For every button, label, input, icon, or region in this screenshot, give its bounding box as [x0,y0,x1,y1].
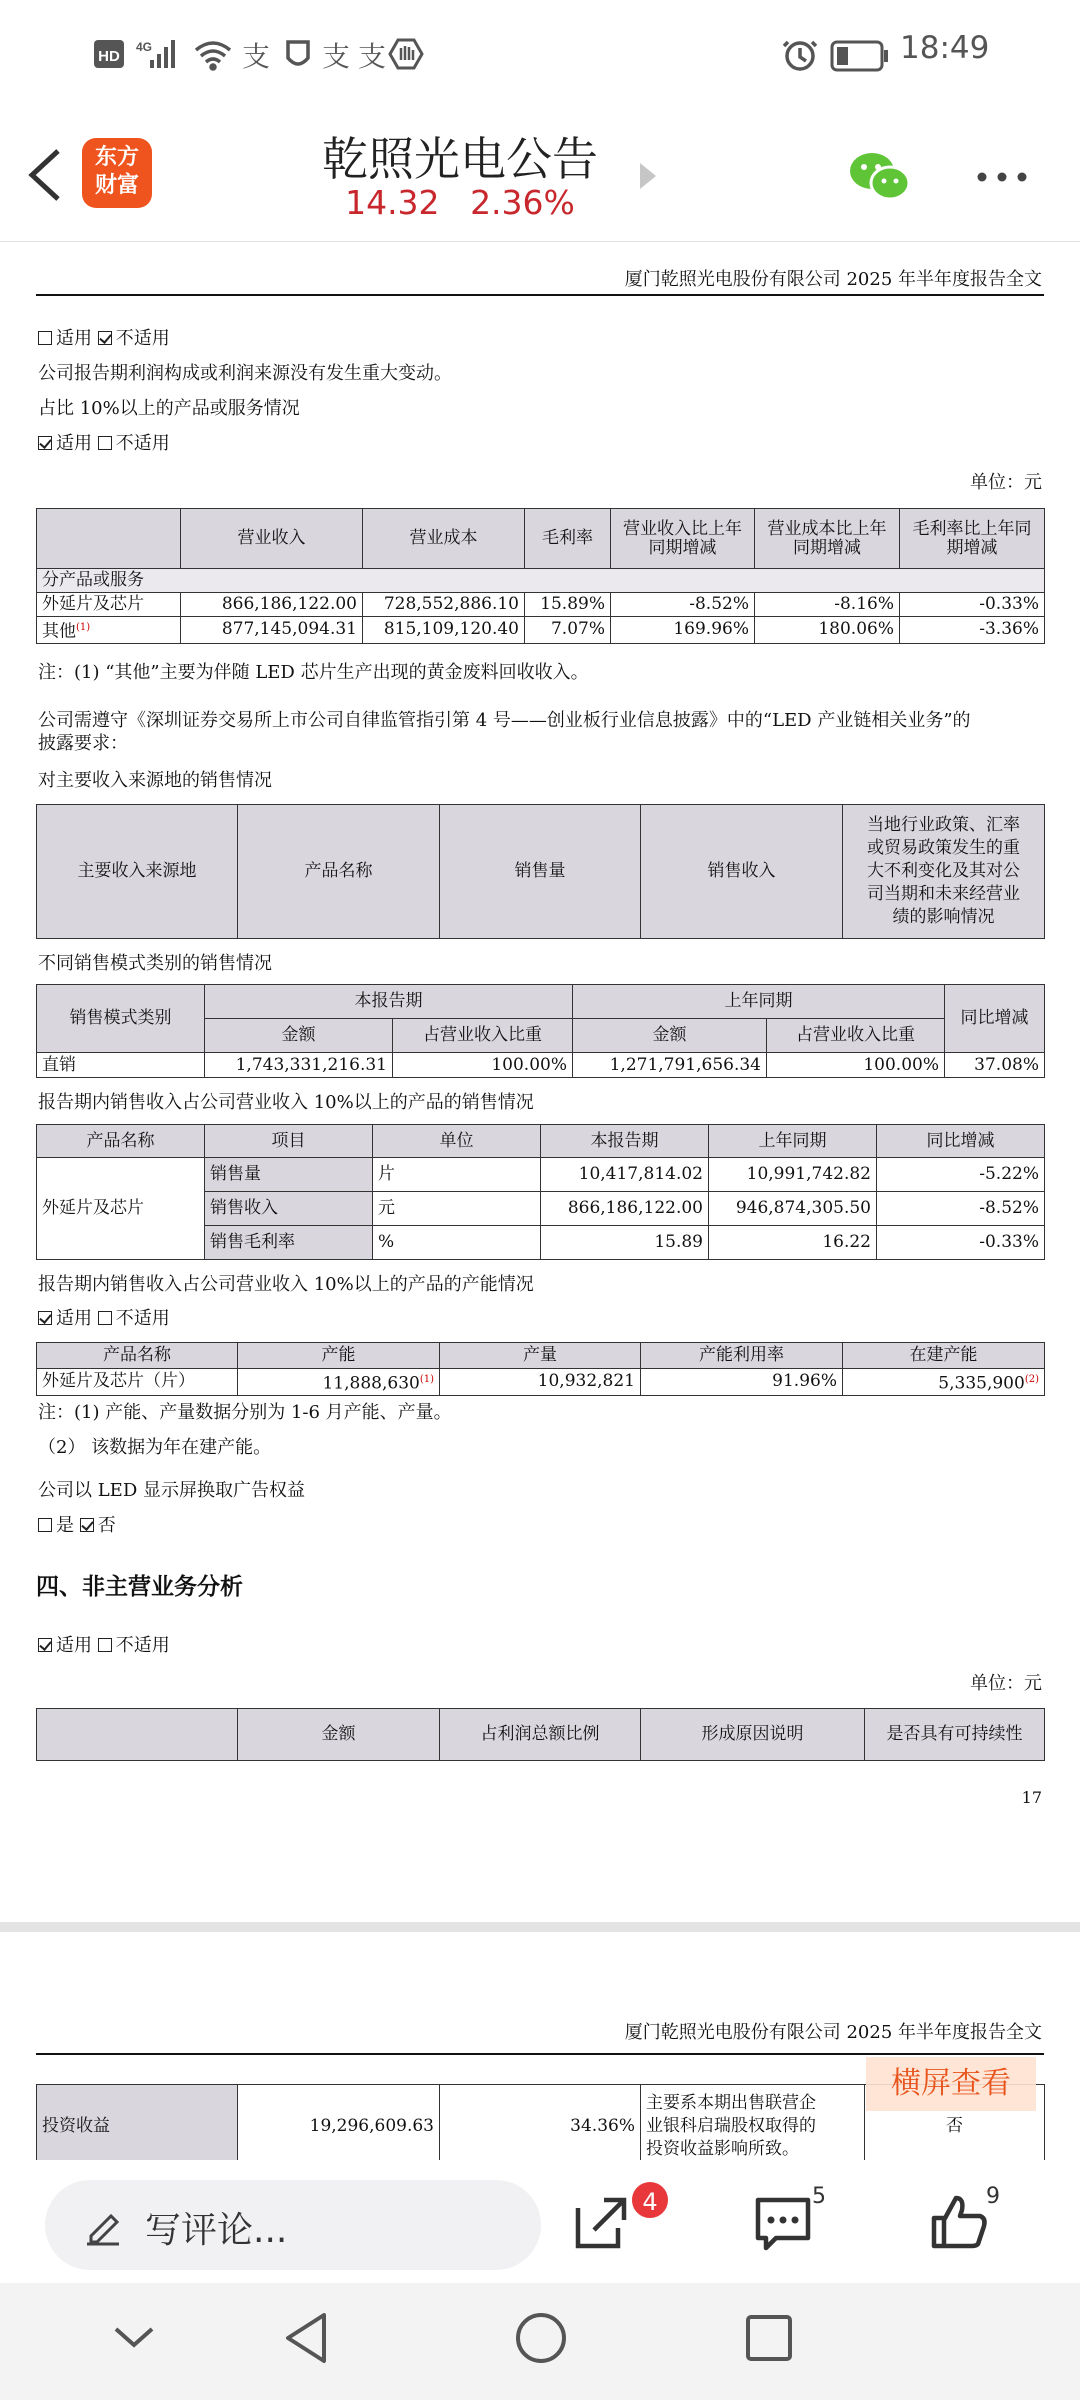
th-product: 产品名称 [238,805,440,939]
running-header-2: 厦门乾照光电股份有限公司 2025 年半年度报告全文 [624,2022,1042,2043]
page-break [0,1922,1080,1932]
table-product-sales [36,1124,1045,1260]
checkbox-row-5: 适用 不适用 [38,1635,170,1657]
th-amount: 金额 [573,1019,767,1053]
stock-price: 14.32 [345,183,440,222]
table-section-label: 分产品或服务 [37,569,1045,593]
note-2b: （2） 该数据为年在建产能。 [38,1437,272,1458]
table-row: 销售毛利率 % 15.89 16.22 -0.33% [37,1226,1045,1260]
4g-signal-icon [136,40,175,68]
clock: 18:49 [900,30,990,66]
th-unit: 单位 [373,1125,541,1158]
checked-checkbox-icon [38,436,52,450]
system-nav-bar [0,2283,1080,2400]
th-product-name: 产品名称 [37,1343,238,1369]
share-badge: 4 [630,2180,670,2220]
hand-icon [390,40,422,68]
table-capacity [36,1342,1045,1396]
battery-icon [832,42,888,70]
like-count: 9 [986,2184,1000,2209]
th-amount: 金额 [238,1709,440,1761]
checked-checkbox-icon [98,331,112,345]
th-yoy: 同比增减 [945,985,1045,1053]
th-output: 产量 [440,1343,641,1369]
checked-checkbox-icon [80,1518,94,1532]
checkbox-icon [98,1311,112,1325]
alipay-icon-3 [358,40,386,73]
paragraph-7: 报告期内销售收入占公司营业收入 10%以上的产品的产能情况 [38,1274,534,1295]
checked-checkbox-icon [38,1638,52,1652]
footnote-mark: (1) [76,622,91,633]
thumbs-up-icon[interactable] [928,2190,992,2254]
th-amount: 金额 [205,1019,393,1053]
eastmoney-logo[interactable] [82,138,152,208]
table-row: 销售收入 元 866,186,122.00 946,874,305.50 -8.52% [37,1192,1045,1226]
checkbox-row-1: 适用 不适用 [38,328,170,350]
back-nav-icon[interactable] [282,2311,332,2365]
logo-line-1: 东方 [94,145,139,170]
th-prior: 上年同期 [709,1125,877,1158]
more-icon[interactable] [974,167,1034,187]
note-1: 注：(1) “其他”主要为伴随 LED 芯片生产出现的黄金废料回收收入。 [38,662,589,683]
header-bar [0,105,1080,242]
th-margin: 毛利率 [525,509,611,569]
back-arrow-icon[interactable] [20,145,68,205]
table-revenue-by-region [36,804,1045,939]
footnote-mark: (1) [419,1374,434,1385]
alipay-icon [242,40,270,73]
table-row: 外延片及芯片（片） 11,888,630$^{(1)}$ 10,932,821 91.96% 5,335,900$^{(2)}$ [37,1369,1045,1396]
status-bar [0,0,1080,105]
table-row: 投资收益 19,296,609.63 34.36% 主要系本期出售联营企 业银科启瑞股权取得的 投资收益影响所致。 否 [37,2085,1045,2169]
svg-text:HD: HD [98,48,120,65]
th-sustainable: 是否具有可持续性 [865,1709,1045,1761]
comment-icon[interactable] [752,2192,816,2256]
comment-input[interactable] [45,2180,541,2270]
hd-icon [94,40,124,68]
comment-count: 5 [812,2184,826,2209]
checkbox-icon [38,1518,52,1532]
th-ratio: 占营业收入比重 [393,1019,573,1053]
checkbox-row-4: 是 否 [38,1515,116,1537]
note-2a: 注：(1) 产能、产量数据分别为 1-6 月产能、产量。 [38,1402,452,1423]
logo-line-2: 财富 [94,173,139,198]
running-header: 厦门乾照光电股份有限公司 2025 年半年度报告全文 [624,269,1042,290]
stock-quote [290,183,630,222]
th-in-construction: 在建产能 [843,1343,1045,1369]
th-revenue-yoy: 营业收入比上年同期增减 [611,509,755,569]
unit-label: 单位：元 [970,1673,1042,1694]
svg-text:支: 支 [242,40,271,73]
alipay-icon-2 [322,40,350,73]
stock-change: 2.36% [470,183,575,222]
checkbox-row-2: 适用 不适用 [38,433,170,455]
checkbox-icon [98,436,112,450]
table-row: 外延片及芯片 866,186,122.00 728,552,886.10 15.89% -8.52% -8.16% -0.33% [37,593,1045,617]
table-row: 直销 1,743,331,216.31 100.00% 1,271,791,656.34 100.00% 37.08% [37,1053,1045,1078]
table-row: 其他$^{(1)}$ 877,145,094.31 815,109,120.40 7.07% 169.96% 180.06% -3.36% [37,617,1045,644]
alarm-icon [784,42,816,69]
status-left-icons [92,36,472,76]
wechat-icon[interactable] [848,149,912,205]
table-sales-mode [36,984,1045,1078]
section-title: 四、非主营业务分析 [36,1573,243,1600]
paragraph-3b: 披露要求： [38,733,128,754]
checkbox-icon [98,1638,112,1652]
checkbox-icon [38,331,52,345]
header-rule [36,294,1044,296]
comment-placeholder: 写评论... [145,2210,288,2251]
paragraph-3a: 公司需遵守《深圳证券交易所上市公司自律监管指引第 4 号——创业板行业信息披露》中的“LED 产业链相关业务”的 [38,710,971,731]
th-current-period: 本报告期 [205,985,573,1019]
svg-text:支: 支 [358,40,387,73]
paragraph-8: 公司以 LED 显示屏换取广告权益 [38,1480,305,1501]
unit-label: 单位：元 [970,472,1042,493]
th-blank [37,509,181,569]
checked-checkbox-icon [38,1311,52,1325]
th-product-name: 产品名称 [37,1125,205,1158]
th-change: 同比增减 [877,1125,1045,1158]
th-cost: 营业成本 [363,509,525,569]
th-sales: 销售收入 [641,805,843,939]
th-margin-yoy: 毛利率比上年同期增减 [900,509,1045,569]
svg-text:4G: 4G [136,40,153,54]
bottom-action-bar [0,2160,1080,2283]
th-policy-impact: 当地行业政策、汇率 或贸易政策发生的重 大不利变化及其对公 司当期和未来经营业 绩的影响情况 [843,805,1045,939]
paragraph-5: 不同销售模式类别的销售情况 [38,953,272,974]
paragraph-4: 对主要收入来源地的销售情况 [38,770,272,791]
wifi-icon [196,43,230,69]
footnote-mark: (2) [1024,1374,1039,1385]
paragraph-2: 占比 10%以上的产品或服务情况 [38,398,300,419]
th-item: 项目 [205,1125,373,1158]
th-current: 本报告期 [541,1125,709,1158]
paragraph-1: 公司报告期利润构成或利润来源没有发生重大变动。 [38,363,452,384]
th-region: 主要收入来源地 [37,805,238,939]
th-revenue: 营业收入 [181,509,363,569]
status-right-icons [780,36,890,76]
page-number: 17 [1021,1788,1042,1807]
th-sales-mode: 销售模式类别 [37,985,205,1053]
landscape-view-button[interactable]: 横屏查看 [866,2057,1036,2111]
table-non-core-header [36,1708,1045,1761]
table-product-revenue [36,508,1045,644]
th-ratio: 占营业收入比重 [767,1019,945,1053]
th-volume: 销售量 [440,805,641,939]
recents-nav-icon[interactable] [744,2313,794,2363]
th-utilization: 产能利用率 [641,1343,843,1369]
svg-text:支: 支 [322,40,351,73]
page-title: 乾照光电公告 [322,132,598,186]
pencil-icon [83,2206,123,2246]
table-row: 外延片及芯片 销售量 片 10,417,814.02 10,991,742.82 -5.22% [37,1158,1045,1192]
th-prior-period: 上年同期 [573,985,945,1019]
th-reason: 形成原因说明 [641,1709,865,1761]
checkbox-row-3: 适用 不适用 [38,1308,170,1330]
th-capacity: 产能 [238,1343,440,1369]
home-nav-icon[interactable] [514,2311,568,2365]
paragraph-6: 报告期内销售收入占公司营业收入 10%以上的产品的销售情况 [38,1092,534,1113]
header-rule-2 [36,2053,1044,2055]
chevron-down-icon[interactable] [112,2323,156,2353]
report-document[interactable] [0,242,1080,2160]
shield-icon [288,42,308,64]
th-profit-ratio: 占利润总额比例 [440,1709,641,1761]
share-icon[interactable] [570,2190,634,2254]
triangle-right-icon[interactable] [638,161,658,191]
th-cost-yoy: 营业成本比上年同期增减 [755,509,900,569]
